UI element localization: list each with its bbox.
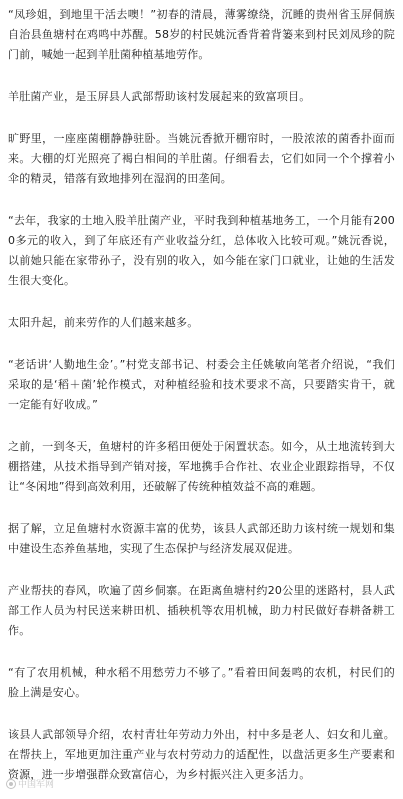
paragraph-gap [8,559,395,581]
paragraph-3: 旷野里，一座座菌棚静静驻卧。当姚沅香掀开棚帘时，一股浓浓的菌香扑面而来。大棚的灯光照亮了褐白相间的羊肚菌。仔细看去，它们如同一个个撑着小伞的精灵，错落有致地排列在湿润的田垄间。 [8,132,395,185]
paragraph-5: 太阳升起，前来劳作的人们越来越多。 [8,316,199,329]
paragraph-gap [8,333,395,355]
paragraph-10: “有了农用机械，种水稻不用愁劳力不够了。”看着田间轰鸣的农机，村民们的脸上满是安心。 [8,666,395,699]
paragraph-gap [8,415,395,437]
paragraph-9: 产业帮扶的春风，吹遍了茵乡侗寨。在距离鱼塘村约20公里的迷路村，县人武部工作人员为村民送来耕田机、插秧机等农用机械，助力村民做好春耕备耕工作。 [8,584,395,637]
watermark-text: 中国军网 [18,780,55,790]
paragraph-gap [8,703,395,725]
paragraph-gap [8,65,395,87]
paragraph-gap [8,497,395,519]
weibo-logo-icon [6,779,16,789]
paragraph-7: 之前，一到冬天，鱼塘村的许多稻田便处于闲置状态。如今，从土地流转到大棚搭建，从技术指导到产销对接，军地携手合作社、农业企业跟踪指导，不仅让“冬闲地”得到高效利用，还破解了传统种植效益不高的难题。 [8,440,395,493]
paragraph-2: 羊肚菌产业，是玉屏县人武部帮助该村发展起来的致富项目。 [8,90,311,103]
paragraph-gap [8,291,395,313]
paragraph-gap [8,189,395,211]
paragraph-gap [8,107,395,129]
paragraph-gap [8,641,395,663]
paragraph-6: “老话讲‘人勤地生金’。”村党支部书记、村委会主任姚敏向笔者介绍说，“我们采取的是‘稻＋菌’轮作模式，对种植经验和技术要求不高，只要踏实肯干，就一定能有好收成。” [8,358,395,411]
paragraph-1: “凤珍姐，到地里干活去噢！”初春的清晨，薄雾缭绕，沉睡的贵州省玉屏侗族自治县鱼塘村在鸡鸣中苏醒。58岁的村民姚沅香背着背篓来到村民刘凤珍的院门前，喊她一起到羊肚菌种植基地劳作。 [8,8,395,61]
paragraph-4: “去年，我家的土地入股羊肚菌产业，平时我到种植基地务工，一个月能有2000多元的收入，到了年底还有产业收益分红，总体收入比较可观。”姚沅香说，以前她只能在家带孙子，没有别的收入，如今能在家门口就业，让她的生活发生很大变化。 [8,214,395,287]
paragraph-11: 该县人武部领导介绍，农村青壮年劳动力外出，村中多是老人、妇女和儿童。在帮扶上，军地更加注重产业与农村劳动力的适配性，以盘活更多生产要素和资源，进一步增强群众致富信心，为乡村振兴注入更多活力。 [8,728,395,781]
paragraph-8: 据了解，立足鱼塘村水资源丰富的优势，该县人武部还助力该村统一规划和集中建设生态养鱼基地，实现了生态保护与经济发展双促进。 [8,522,395,555]
source-watermark [6,777,54,790]
